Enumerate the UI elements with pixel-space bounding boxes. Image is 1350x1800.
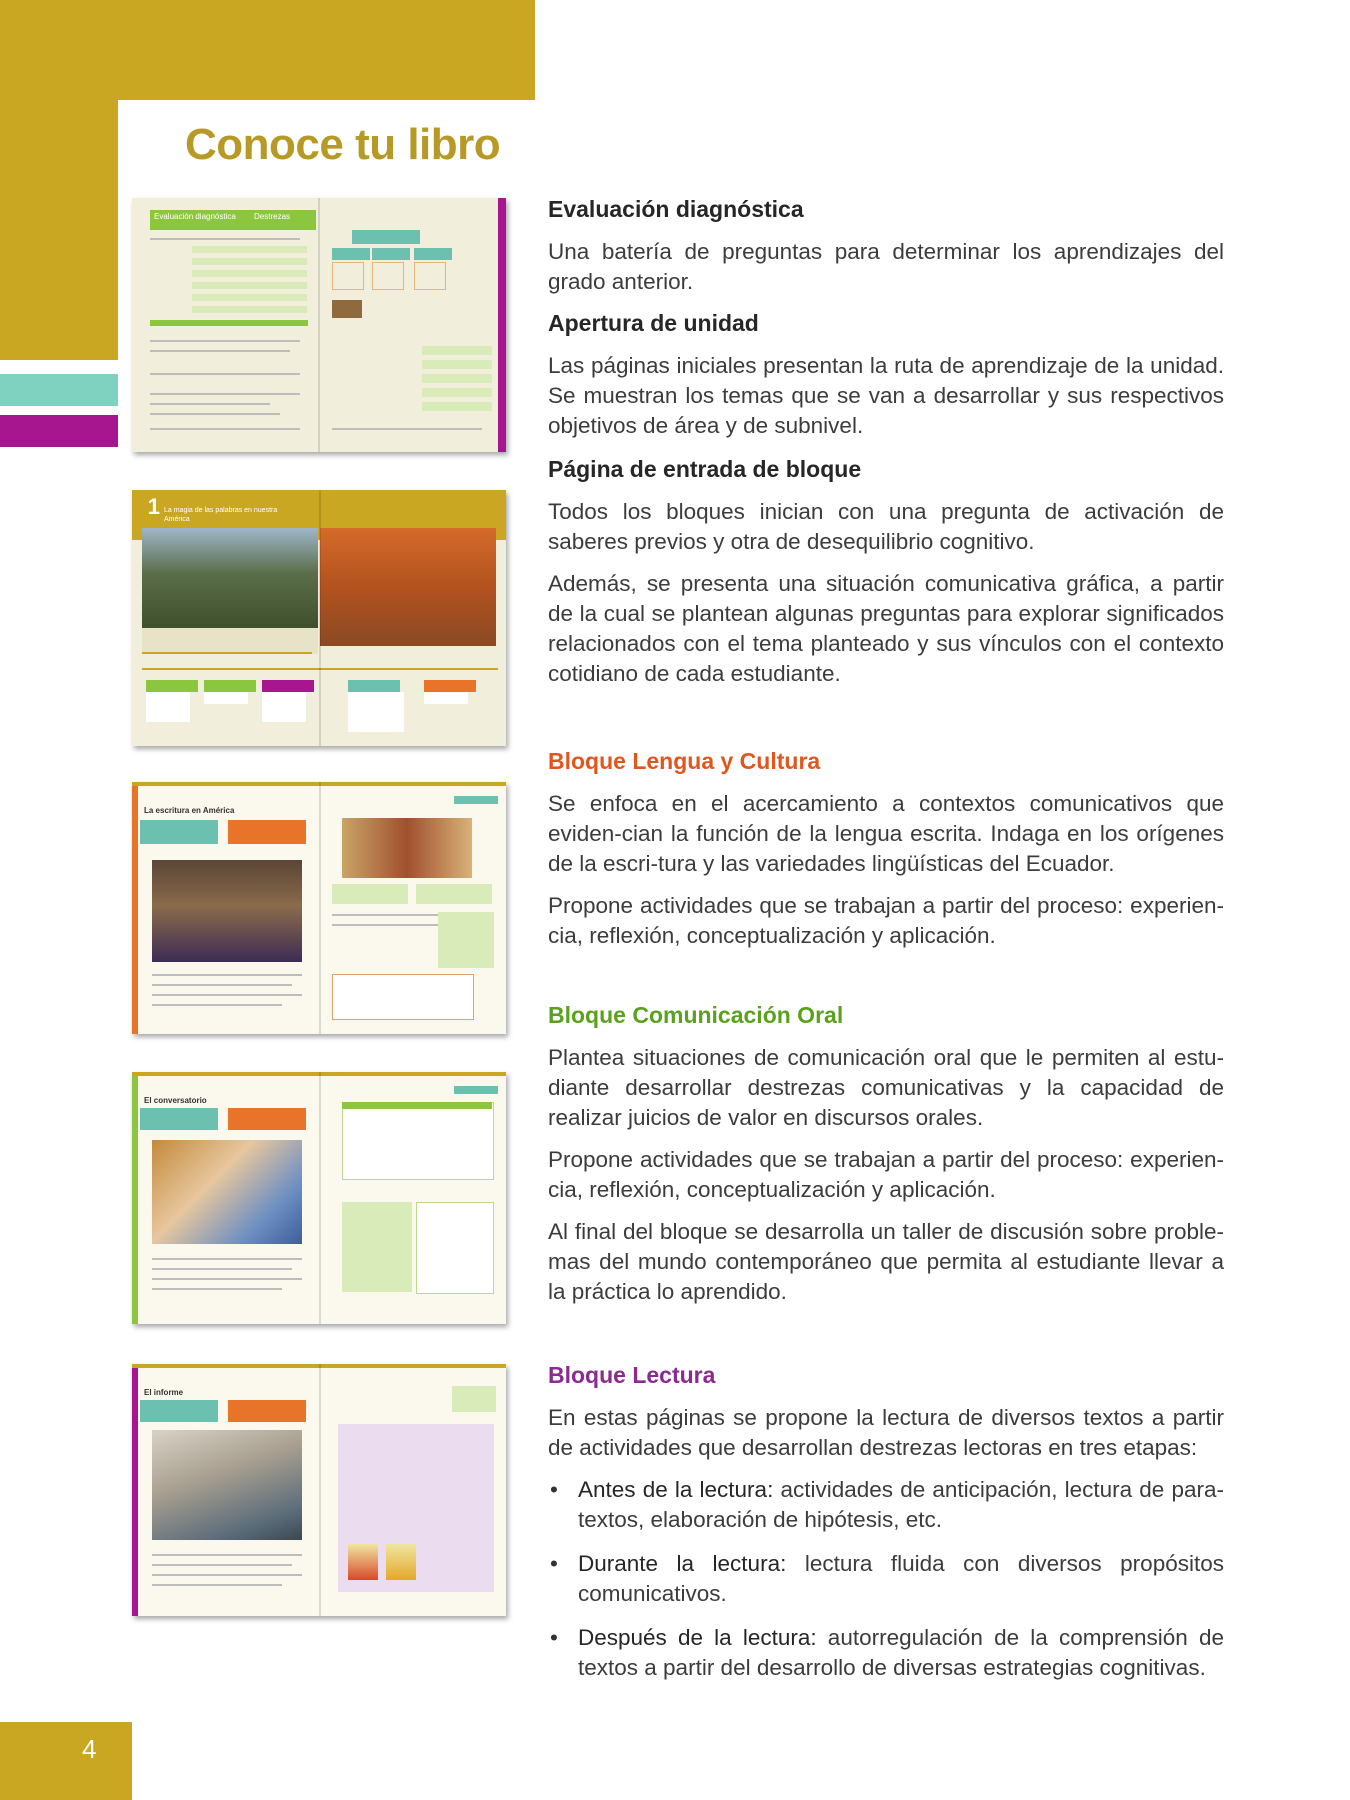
bullet-label: Después de la lectura:	[578, 1625, 817, 1650]
section-paragraph: En estas páginas se propone la lectura de diversos textos a partir de actividades que desarrollan destrezas lectoras en tres etapas:	[548, 1405, 1224, 1460]
thumbnail-header: Evaluación diagnóstica	[150, 210, 254, 230]
section-evaluacion-diagnostica	[548, 196, 1224, 309]
left-gold-band	[0, 100, 118, 360]
thumbnail-header: El conversatorio	[144, 1096, 207, 1105]
top-gold-band	[0, 0, 535, 100]
section-apertura-unidad	[548, 310, 1224, 453]
section-heading: Evaluación diagnóstica	[548, 196, 804, 222]
bullet-text: autorregulación de la comprensión de textos a partir del desarrollo de diversas estrategias cognitivas.	[578, 1625, 1224, 1680]
section-heading: Bloque Lectura	[548, 1362, 716, 1388]
section-paragraph: Propone actividades que se trabajan a partir del proceso: experien-cia, reflexión, conceptualización y aplicación.	[548, 893, 1224, 948]
section-comunicacion-oral	[548, 1002, 1224, 1319]
section-paragraph: Una batería de preguntas para determinar los aprendizajes del grado anterior.	[548, 239, 1224, 294]
teal-stripe	[0, 374, 118, 406]
section-paragraph: Todos los bloques inician con una pregunta de activación de saberes previos y otra de desequilibrio cognitivo.	[548, 499, 1224, 554]
bullet-label: Durante la lectura:	[578, 1551, 787, 1576]
thumbnail-evaluacion-diagnostica	[132, 198, 506, 452]
section-entrada-bloque	[548, 456, 1224, 701]
unit-number: 1	[147, 494, 160, 519]
thumbnail-header: La magia de las palabras en nuestra América	[164, 507, 278, 523]
section-paragraph: Plantea situaciones de comunicación oral que le permiten al estu-diante desarrollar destrezas comunicativas y la capacidad de realizar juicios de valor en discursos orales.	[548, 1045, 1224, 1130]
section-heading: Bloque Comunicación Oral	[548, 1002, 844, 1028]
list-item	[548, 1475, 1224, 1535]
magenta-stripe	[0, 415, 118, 447]
section-lectura	[548, 1362, 1224, 1697]
section-paragraph: Al final del bloque se desarrolla un taller de discusión sobre proble-mas del mundo contemporáneo que permita al estudiante llevar a la práctica lo aprendido.	[548, 1219, 1224, 1304]
bullet-text: lectura fluida con diversos propósitos comunicativos.	[578, 1551, 1224, 1606]
reading-stages-list	[548, 1475, 1224, 1683]
list-item	[548, 1623, 1224, 1683]
page-title: Conoce tu libro	[185, 120, 501, 169]
bullet-label: Antes de la lectura:	[578, 1477, 774, 1502]
bullet-text: actividades de anticipación, lectura de para-textos, elaboración de hipótesis, etc.	[578, 1477, 1224, 1532]
thumbnail-apertura-unidad	[132, 490, 506, 746]
section-paragraph: Además, se presenta una situación comunicativa gráfica, a partir de la cual se plantean algunas preguntas para explorar significados relacionados con el tema planteado y sus vínculos con el contexto cotidiano de cada estudiante.	[548, 571, 1224, 686]
section-paragraph: Las páginas iniciales presentan la ruta de aprendizaje de la unidad. Se muestran los temas que se van a desarrollar y sus respectivos objetivos de área y de subnivel.	[548, 353, 1224, 438]
list-item	[548, 1549, 1224, 1609]
section-heading: Bloque Lengua y Cultura	[548, 748, 821, 774]
section-paragraph: Propone actividades que se trabajan a partir del proceso: experien-cia, reflexión, conceptualización y aplicación.	[548, 1147, 1224, 1202]
thumbnail-lengua-cultura	[132, 782, 506, 1034]
section-heading: Página de entrada de bloque	[548, 456, 862, 482]
thumbnail-header: El informe	[144, 1388, 184, 1397]
section-paragraph: Se enfoca en el acercamiento a contextos comunicativos que eviden-cian la función de la lengua escrita. Indaga en los orígenes de la escri-tura y las variedades lingüísticas del Ecuador.	[548, 791, 1224, 876]
thumbnail-header: La escritura en América	[144, 806, 235, 815]
section-lengua-cultura	[548, 748, 1224, 963]
thumbnail-lectura	[132, 1364, 506, 1616]
footer-gold-block	[0, 1722, 132, 1800]
thumbnail-subheader: Destrezas	[250, 210, 316, 230]
section-heading: Apertura de unidad	[548, 310, 759, 336]
thumbnail-comunicacion-oral	[132, 1072, 506, 1324]
page-number: 4	[82, 1734, 97, 1764]
